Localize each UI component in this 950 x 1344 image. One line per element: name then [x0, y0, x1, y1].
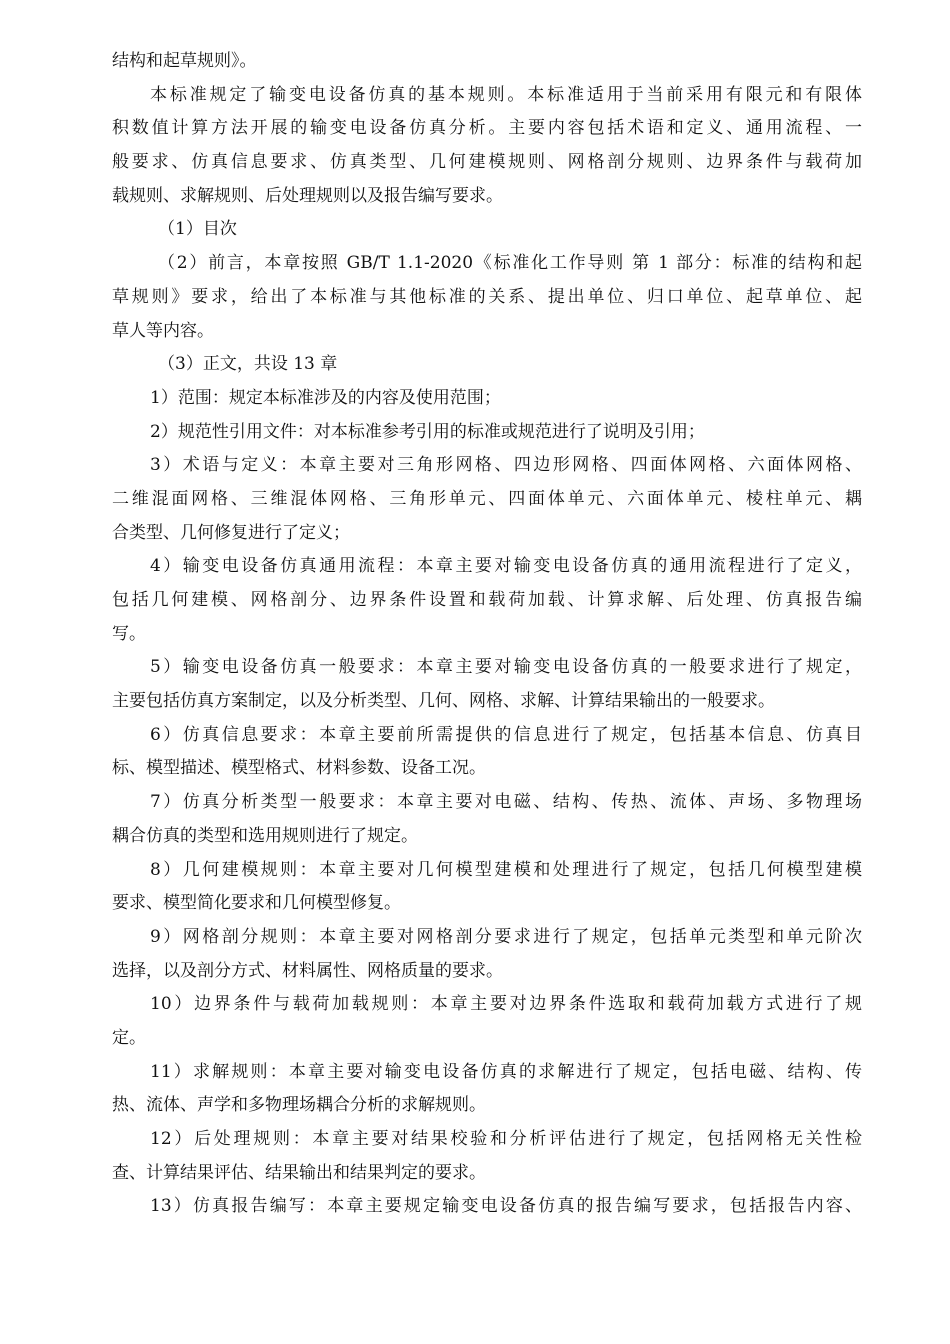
text-line: 草规则》要求，给出了本标准与其他标准的关系、提出单位、归口单位、起草单位、起	[112, 286, 862, 307]
text-line: 7）仿真分析类型一般要求：本章主要对电磁、结构、传热、流体、声场、多物理场	[150, 792, 862, 813]
text-line: 积数值计算方法开展的输变电设备仿真分析。主要内容包括术语和定义、通用流程、一	[112, 118, 862, 139]
text-line: 3）术语与定义：本章主要对三角形网格、四边形网格、四面体网格、六面体网格、	[150, 455, 862, 476]
paragraph-p14	[112, 988, 862, 1055]
text-line: 1）范围：规定本标准涉及的内容及使用范围；	[150, 387, 501, 408]
paragraph-p11	[112, 786, 862, 853]
text-line: 6）仿真信息要求：本章主要前所需提供的信息进行了规定，包括基本信息、仿真目	[150, 724, 862, 745]
text-line: 5）输变电设备仿真一般要求：本章主要对输变电设备仿真的一般要求进行了规定，	[150, 657, 862, 678]
text-line: 8）几何建模规则：本章主要对几何模型建模和处理进行了规定，包括几何模型建模	[150, 859, 862, 880]
paragraph-p15	[112, 1056, 862, 1123]
text-line: 要求、模型简化要求和几何模型修复。	[112, 893, 401, 914]
text-line: （1）目次	[158, 219, 237, 240]
paragraph-p0	[112, 45, 862, 79]
paragraph-p8	[112, 550, 862, 651]
text-line: 9）网格剖分规则：本章主要对网格剖分要求进行了规定，包括单元类型和单元阶次	[150, 926, 862, 947]
text-line: 结构和起草规则》。	[112, 51, 257, 71]
text-line: 二维混面网格、三维混体网格、三角形单元、四面体单元、六面体单元、棱柱单元、耦	[112, 488, 862, 509]
text-line: 热、流体、声学和多物理场耦合分析的求解规则。	[112, 1095, 486, 1116]
paragraph-p13	[112, 921, 862, 988]
paragraph-p10	[112, 719, 862, 786]
text-line: 定。	[112, 1027, 146, 1048]
text-line: （3）正文，共设 13 章	[158, 354, 338, 375]
paragraph-p16	[112, 1123, 862, 1190]
paragraph-p5	[112, 382, 862, 416]
text-line: 包括几何建模、网格剖分、边界条件设置和载荷加载、计算求解、后处理、仿真报告编	[112, 590, 862, 610]
paragraph-p2	[112, 213, 862, 247]
text-line: 2）规范性引用文件：对本标准参考引用的标准或规范进行了说明及引用；	[150, 421, 705, 442]
text-line: 合类型、几何修复进行了定义；	[112, 522, 350, 543]
text-line: 耦合仿真的类型和选用规则进行了规定。	[112, 825, 418, 846]
text-line: 13）仿真报告编写：本章主要规定输变电设备仿真的报告编写要求，包括报告内容、	[150, 1196, 862, 1217]
paragraph-p4	[112, 348, 862, 382]
text-line: 4）输变电设备仿真通用流程：本章主要对输变电设备仿真的通用流程进行了定义，	[150, 556, 862, 577]
text-line: 本标准规定了输变电设备仿真的基本规则。本标准适用于当前采用有限元和有限体	[150, 84, 862, 105]
text-line: 主要包括仿真方案制定，以及分析类型、几何、网格、求解、计算结果输出的一般要求。	[112, 691, 775, 712]
paragraph-p17	[112, 1190, 862, 1224]
document-page	[112, 45, 862, 1224]
text-line: 11）求解规则：本章主要对输变电设备仿真的求解进行了规定，包括电磁、结构、传	[150, 1061, 862, 1082]
text-line: （2）前言，本章按照 GB/T 1.1-2020《标准化工作导则 第 1 部分：标准的结构和起	[158, 253, 862, 274]
paragraph-p7	[112, 449, 862, 550]
text-line: 般要求、仿真信息要求、仿真类型、几何建模规则、网格剖分规则、边界条件与载荷加	[112, 152, 862, 173]
text-line: 选择，以及剖分方式、材料属性、网格质量的要求。	[112, 960, 503, 981]
text-line: 草人等内容。	[112, 320, 214, 341]
text-line: 查、计算结果评估、结果输出和结果判定的要求。	[112, 1162, 486, 1183]
paragraph-p9	[112, 651, 862, 718]
text-line: 标、模型描述、模型格式、材料参数、设备工况。	[112, 758, 486, 779]
text-line: 写。	[112, 623, 146, 644]
paragraph-p12	[112, 854, 862, 921]
paragraph-p6	[112, 416, 862, 450]
paragraph-p3	[112, 247, 862, 348]
text-line: 载规则、求解规则、后处理规则以及报告编写要求。	[112, 185, 503, 206]
text-line: 12）后处理规则：本章主要对结果校验和分析评估进行了规定，包括网格无关性检	[150, 1129, 862, 1149]
text-line: 10）边界条件与载荷加载规则：本章主要对边界条件选取和载荷加载方式进行了规	[150, 994, 862, 1015]
paragraph-p1	[112, 79, 862, 214]
